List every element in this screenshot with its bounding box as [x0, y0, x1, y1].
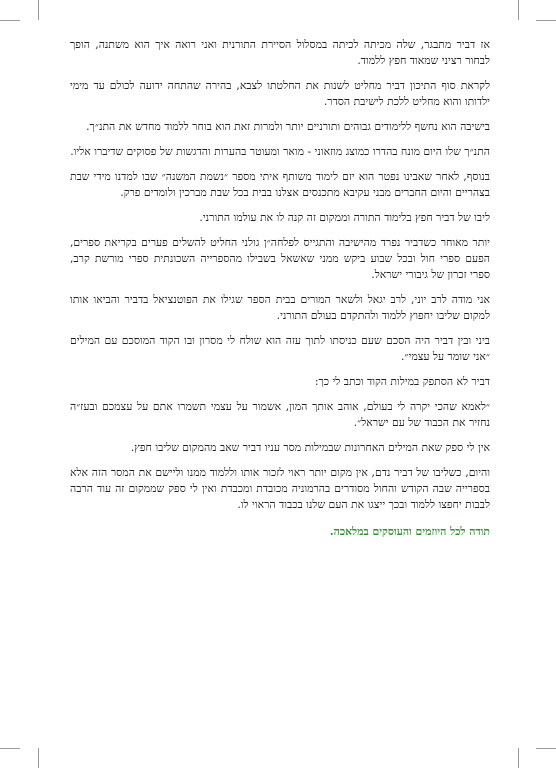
closing-thanks: תודה לכל היוזמים והעוסקים במלאכה. — [329, 525, 490, 538]
crop-mark-top-left — [0, 20, 20, 21]
paragraph: התנ״ך שלו היום מונח בהדרו כמוצג מוזאוני - מואר ומעוטר בהערות והדגשות של פסוקים שדיברו אליו. — [70, 145, 490, 158]
paragraph: אני מודה לרב יוני, לרב יגאל ולשאר המורים בבית הספר שגילו את הפוטנציאל בדביר והביאו אותו למקום שליבו יחפוץ ללמוד ולהתקדם בעולם התורני. — [70, 293, 490, 322]
crop-mark-bottom-left — [0, 748, 20, 749]
paragraph: אז דביר מתבגר, שלה מכיתה לכיתה במסלול הסיירת התורנית ואני רואה איך הוא משתנה, הופך לבחור רציני שמאוד חפץ ללמוד. — [70, 38, 490, 67]
paragraph: והיום, כשליבו של דביר נדם, אין מקום יותר ראוי לזכור אותו וללמוד ממנו וליישם את המסר הזה אלא בספרייה שבה הקודש והחול מסודרים בהרמוניה מכובדת ומכבדת ואין לי ספק שממקום זה עוד הרבה לבבות יחפצו ללמוד ובכך ייצגו את העם שלנו בכבוד הראוי לו. — [70, 466, 490, 511]
paragraph: לקראת סוף התיכון דביר מחליט לשנות את החלטתו לצבא, בהירה שהתחה ידועה לכולם עד מימי ילדותו והוא מחליט ללכת לישיבת הסדר. — [70, 79, 490, 108]
crop-mark-top-right — [536, 20, 556, 21]
document-body — [70, 37, 490, 549]
paragraph: דביר לא הסתפק במילות הקוד וכתב לי כך: — [314, 375, 490, 388]
crop-mark-bottom-right — [518, 748, 519, 768]
paragraph: ״לאמא שהכי יקרה לי בעולם, אוהב אותך המון, אשמור על עצמי תשמרו אתם על עצמכם ובעז״ה נחזיר את הכבוד של עם ישראל״. — [70, 400, 490, 429]
crop-mark-bottom-left — [38, 748, 39, 768]
paragraph: בנוסף, לאחר שאבינו נפטר הוא יזם לימוד משותף איתי מספר ״נשמת המשנה״ שבו למדנו מידי שבת בצהריים והיום החברים מבני עקיבא מתכנסים אצלנו בבית בכל שבת מברכין ולומדים פרק. — [70, 170, 490, 199]
crop-mark-bottom-right — [536, 748, 556, 749]
paragraph: ביני ובין דביר היה הסכם שעם כניסתו לתוך עזה הוא שולח לי מסרון ובו הקוד המוסכם עם המילים ״אני שומר על עצמי״. — [70, 334, 490, 363]
crop-mark-top-left — [38, 0, 39, 20]
paragraph: אין לי ספק שאת המילים האחרונות שבמילות מסר עניו דביר שאב מהמקום שליבו חפץ. — [130, 441, 490, 454]
paragraph: בישיבה הוא נחשף ללימודים גבוהים ותורניים יותר ולמרות זאת הוא בוחר ללמוד מחדש את התנ״ך. — [86, 120, 490, 133]
paragraph: יותר מאוחר כשדביר נפרד מהישיבה והתגייס לפלחה״ן גולני החליט להשלים פערים בקריאת ספרים, הפעם ספרי חול ובכל שבוע ביקש ממני שאשאל בשבילו מהספרייה השכונתית ספרי מורשת קרב, ספרי זכרון של גיבורי ישראל. — [70, 236, 490, 281]
crop-mark-top-right — [518, 0, 519, 20]
paragraph: ליבו של דביר חפץ בלימוד התורה וממקום זה קנה לו את עולמו התורני. — [199, 211, 490, 224]
